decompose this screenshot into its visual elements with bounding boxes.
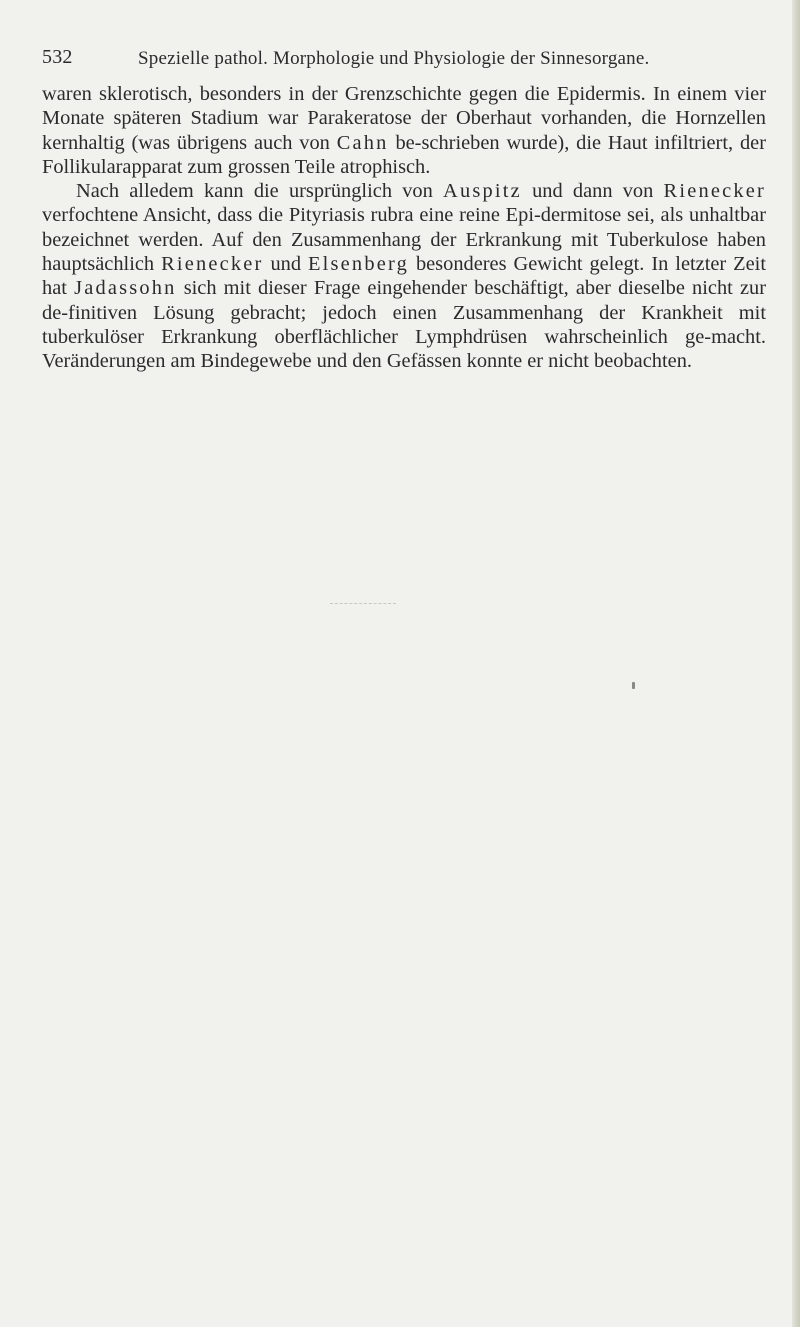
page-edge-shadow (792, 0, 800, 1327)
paragraph-2-part-f: sich mit dieser Frage eingehender beschäftigt, aber dieselbe nicht zur de-finitiven Lösung gebracht; jedoch einen Zusammenhang der Krankheit mit tuberkulöser Erkrankung oberflächlicher Lymphdrüsen wahrscheinlich ge-macht. Veränderungen am Bindegewebe und den Gefässen konnte er nicht beobachten. (42, 277, 766, 373)
paragraph-2-part-e: besonderes Gewicht gelegt. In letzter Zeit hat (42, 253, 766, 300)
page-header (42, 46, 762, 76)
author-name-auspitz: Auspitz (443, 180, 522, 203)
author-name-cahn: Cahn (336, 131, 389, 154)
paragraph-2-part-b: und dann von (532, 180, 654, 203)
author-name-elsenberg: Elsenberg (308, 253, 409, 276)
body-text (42, 82, 766, 374)
faint-print-mark (330, 603, 396, 604)
paragraph-2-part-c: verfochtene Ansicht, dass die Pityriasis rubra eine reine Epi-dermitose sei, als unhaltbar bezeichnet werden. Auf den Zusammenhang der Erkrankung mit Tuberkulose haben hauptsächlich (42, 204, 766, 276)
paragraph-1-text: waren sklerotisch, besonders in der Grenzschichte gegen die Epidermis. In einem vier Monate späteren Stadium war Parakeratose der Oberhaut vorhanden, die Hornzellen kernhaltig (was übrigens auch von (42, 83, 766, 154)
paragraph-2-part-a: Nach alledem kann die ursprünglich von (76, 180, 433, 203)
ink-speck (632, 682, 635, 689)
author-name-jadassohn: Jadassohn (74, 277, 177, 300)
page-number: 532 (42, 46, 73, 68)
paragraph-2-part-d: und (270, 253, 302, 276)
paragraph-1-end: be-schrieben wurde), die Haut infiltriert, der Follikularapparat zum grossen Teile atrophisch. (42, 131, 766, 178)
paragraph-2 (42, 179, 766, 373)
author-name-rienecker: Rienecker (161, 253, 264, 276)
running-head: Spezielle pathol. Morphologie und Physiologie der Sinnesorgane. (138, 48, 650, 69)
author-name-rienecker: Rienecker (663, 180, 766, 203)
paragraph-1 (42, 82, 766, 179)
